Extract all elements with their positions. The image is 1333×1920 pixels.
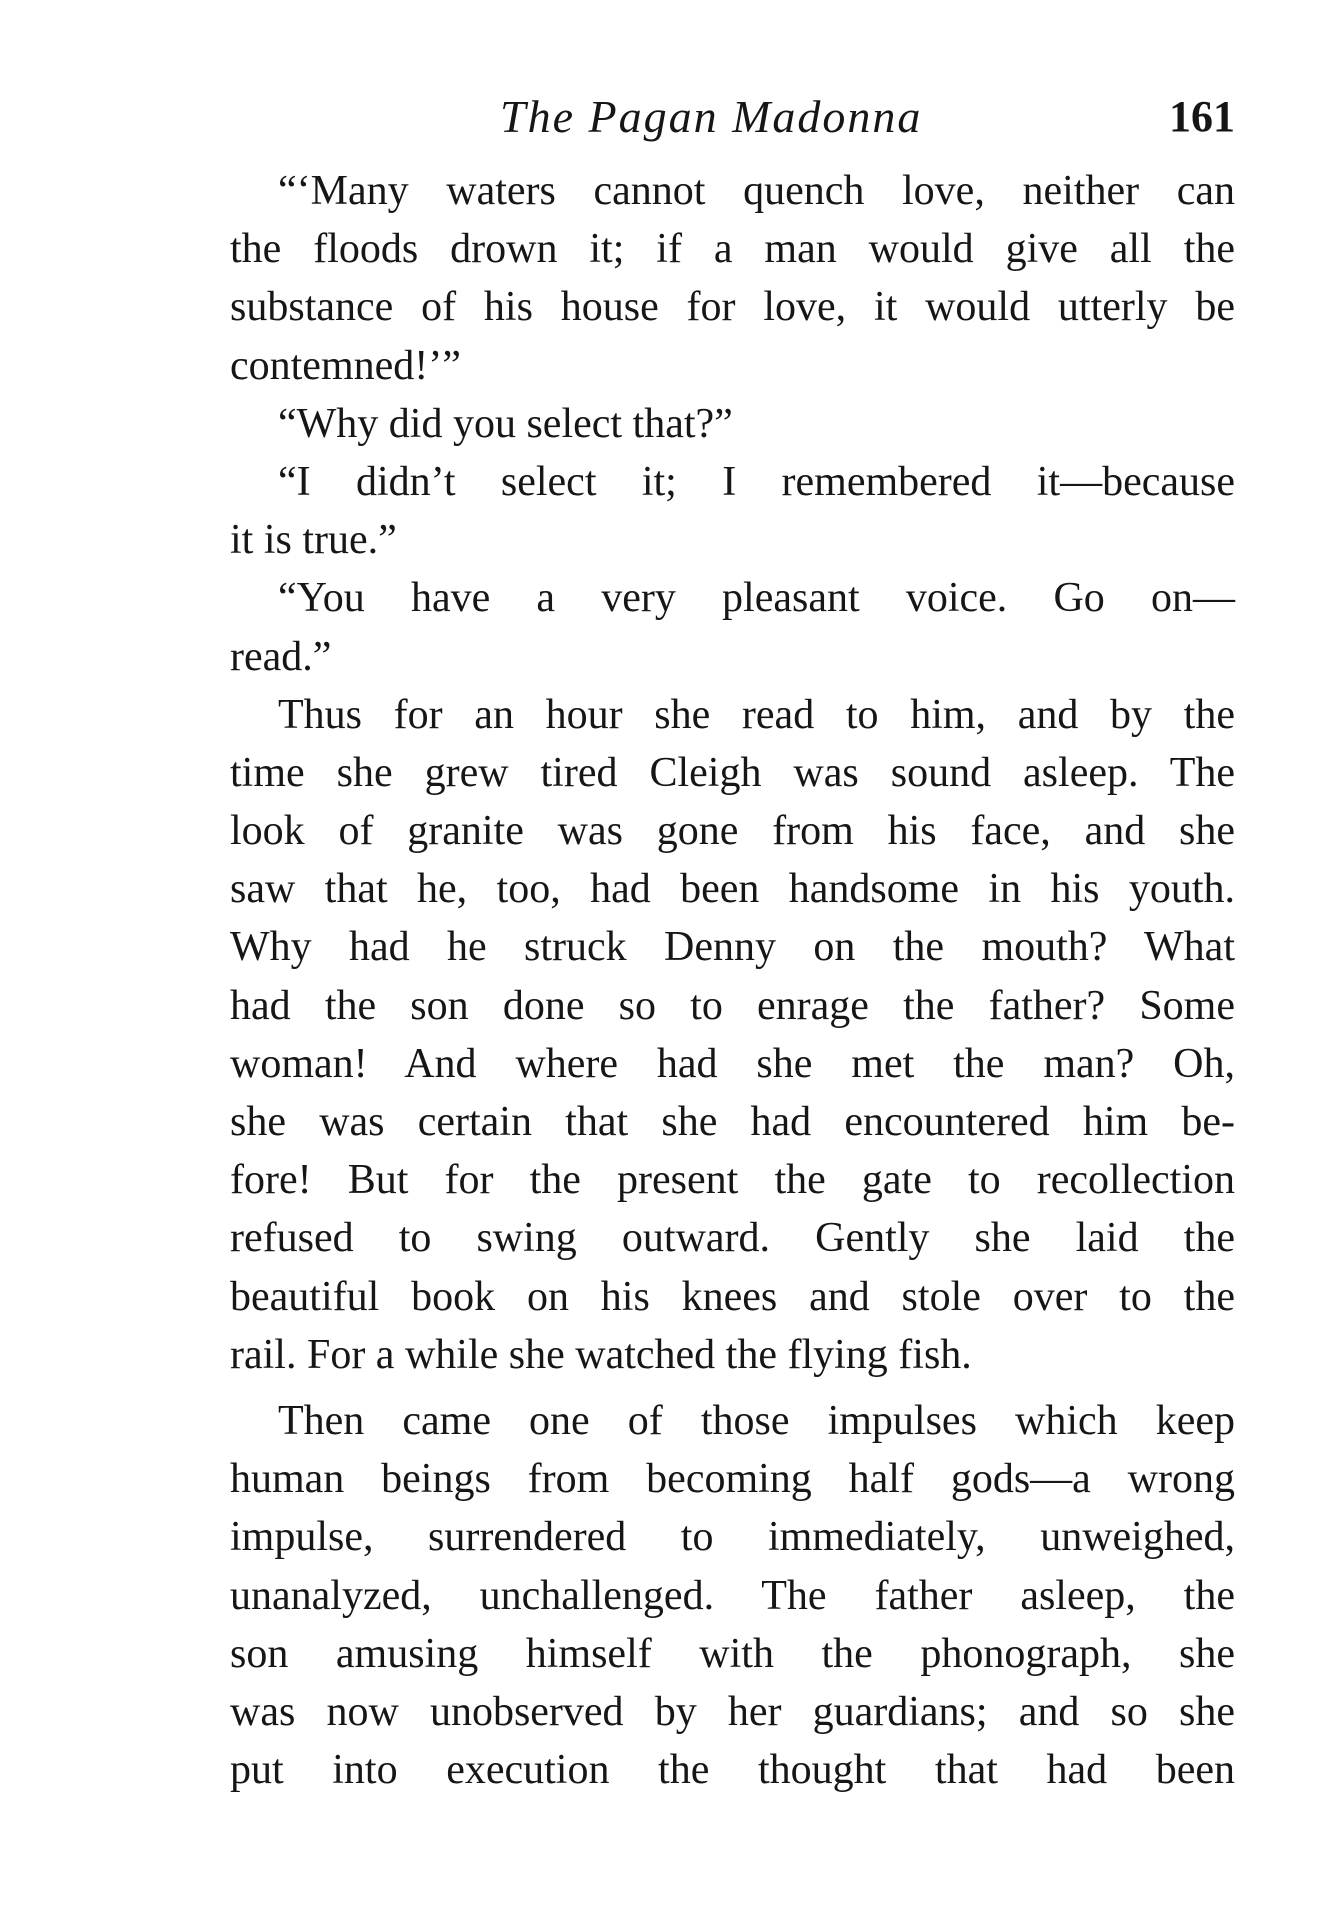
text-line: it is true.”	[230, 517, 397, 564]
text-line: Thus for an hour she read to him, and by the	[278, 691, 1235, 738]
text-line: had the son done so to enrage the father? Some	[230, 982, 1235, 1029]
page-header	[230, 82, 1235, 152]
text-line: “Why did you select that?”	[278, 400, 733, 447]
running-title: The Pagan Madonna	[500, 91, 923, 142]
body-text	[230, 162, 1235, 1799]
text-line: fore! But for the present the gate to recollection	[230, 1157, 1235, 1204]
text-line: “You have a very pleasant voice. Go on—	[278, 575, 1235, 622]
text-line: put into execution the thought that had been	[230, 1747, 1235, 1794]
text-line: “I didn’t select it; I remembered it—because	[278, 458, 1235, 505]
text-line: unanalyzed, unchallenged. The father asleep, the	[230, 1572, 1235, 1619]
text-line: son amusing himself with the phonograph, she	[230, 1630, 1235, 1677]
text-line: she was certain that she had encountered him be-	[230, 1099, 1235, 1145]
text-line: woman! And where had she met the man? Oh,	[230, 1040, 1235, 1087]
paragraph-gap	[230, 1384, 1235, 1392]
text-line: refused to swing outward. Gently she laid the	[230, 1215, 1235, 1262]
page-number: 161	[1169, 92, 1235, 141]
text-line: look of granite was gone from his face, and she	[230, 808, 1235, 855]
text-line: beautiful book on his knees and stole over to the	[230, 1273, 1235, 1320]
text-line: substance of his house for love, it would utterly be	[230, 284, 1235, 331]
text-line: “‘Many waters cannot quench love, neither can	[278, 168, 1235, 214]
text-line: read.”	[230, 633, 332, 680]
text-line: saw that he, too, had been handsome in his youth.	[230, 866, 1235, 913]
text-line: Then came one of those impulses which keep	[278, 1397, 1235, 1444]
text-line: contemned!’”	[230, 342, 461, 389]
text-line: impulse, surrendered to immediately, unweighed,	[230, 1514, 1235, 1561]
text-line: the floods drown it; if a man would give all the	[230, 226, 1235, 273]
text-line: rail. For a while she watched the flying fish.	[230, 1331, 972, 1378]
text-line: human beings from becoming half gods—a wrong	[230, 1456, 1235, 1503]
text-line: time she grew tired Cleigh was sound asleep. The	[230, 749, 1235, 796]
text-line: Why had he struck Denny on the mouth? What	[230, 924, 1235, 971]
text-line: was now unobserved by her guardians; and so she	[230, 1688, 1235, 1735]
